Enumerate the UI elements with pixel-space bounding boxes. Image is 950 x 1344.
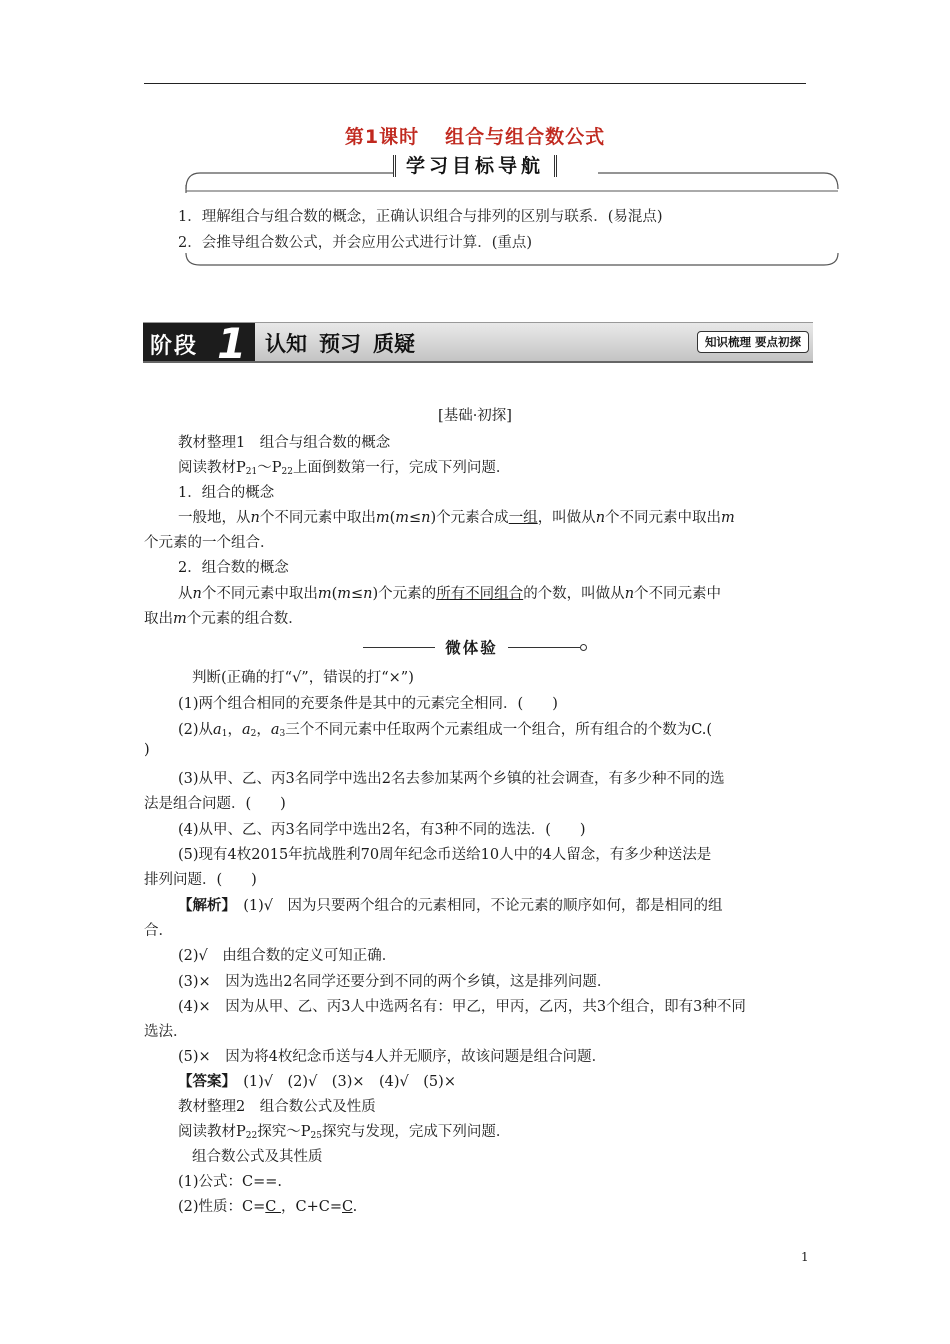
question-1: (1)两个组合相同的充要条件是其中的元素完全相同．( )	[178, 696, 558, 712]
micro-experience-heading: 微体验	[0, 636, 950, 658]
concept1-text-line2: 个元素的一个组合．	[144, 535, 275, 551]
analysis-label: 【解析】	[178, 897, 229, 914]
formula-subtitle: 组合数公式及其性质	[192, 1149, 323, 1165]
question-3-line1: (3)从甲、乙、丙3名同学中选出2名去参加某两个乡镇的社会调查，有多少种不同的选	[178, 771, 725, 787]
question-4: (4)从甲、乙、丙3名同学中选出2名，有3种不同的选法．( )	[178, 822, 586, 838]
analysis-1-line1: 【解析】 (1)√ 因为只要两个组合的元素相同，不论元素的顺序如何，都是相同的组	[178, 897, 723, 914]
answer-line: 【答案】 (1)√ (2)√ (3)× (4)√ (5)×	[178, 1073, 456, 1090]
analysis-2: (2)√ 由组合数的定义可知正确．	[178, 948, 397, 964]
property-line: (2)性质：C=C ，C+C=C.	[178, 1199, 358, 1215]
concept1-title: 1．组合的概念	[178, 485, 275, 501]
header-rule	[144, 83, 806, 84]
concept2-text-line2: 取出m个元素的组合数．	[144, 611, 303, 627]
learning-goals-heading: 学习目标导航	[0, 151, 950, 178]
analysis-4-line2: 选法．	[144, 1024, 188, 1040]
judge-prompt: 判断(正确的打“√”，错误的打“×”)	[192, 670, 414, 686]
concept1-text-line1: 一般地，从n个不同元素中取出m(m≤n)个元素合成一组，叫做从n个不同元素中取出m	[178, 510, 735, 526]
lesson-title	[0, 122, 950, 149]
stage-banner	[143, 319, 813, 368]
material1-heading: 教材整理1 组合与组合数的概念	[178, 435, 391, 451]
goal-item: 2．会推导组合数公式，并会应用公式进行计算．(重点)	[178, 235, 533, 251]
section-basic-label: [基础·初探]	[438, 408, 512, 424]
lesson-name: 组合与组合数公式	[445, 126, 606, 148]
analysis-1-line2: 合．	[144, 923, 173, 939]
stage-label	[143, 319, 255, 368]
question-3-line2: 法是组合问题．( )	[144, 796, 286, 812]
stage-title: 认知 预习 质疑	[265, 332, 415, 356]
question-2-line2: )	[144, 742, 150, 758]
concept2-text-line1: 从n个不同元素中取出m(m≤n)个元素的所有不同组合的个数，叫做从n个不同元素中	[178, 586, 722, 602]
lesson-number: 第1课时	[344, 126, 420, 148]
page-number: 1	[801, 1250, 809, 1264]
formula-line: (1)公式：C==.	[178, 1174, 283, 1190]
material1-reading: 阅读教材$P_{21}\sim P_{22}$上面倒数第一行，完成下列问题．	[178, 460, 511, 477]
analysis-5: (5)× 因为将4枚纪念币送与4人并无顺序，故该问题是组合问题．	[178, 1049, 607, 1065]
goal-item: 1．理解组合与组合数的概念，正确认识组合与排列的区别与联系．(易混点)	[178, 209, 663, 225]
question-5-line2: 排列问题．( )	[144, 872, 257, 888]
question-5-line1: (5)现有4枚2015年抗战胜利70周年纪念币送给10人中的4人留念，有多少种送法是	[178, 847, 712, 863]
material2-reading: 阅读教材$P_{22}$探究$\sim P_{25}$探究与发现，完成下列问题．	[178, 1124, 511, 1141]
analysis-4-line1: (4)× 因为从甲、乙、丙3人中选两名有：甲乙，甲丙，乙丙，共3个组合，即有3种不同	[178, 999, 746, 1015]
stage-word: 阶段	[150, 334, 199, 359]
concept2-title: 2．组合数的概念	[178, 560, 289, 576]
stage-badge: 知识梳理 要点初探	[697, 331, 809, 353]
material2-heading: 教材整理2 组合数公式及性质	[178, 1099, 376, 1115]
stage-number: 1	[217, 319, 247, 368]
question-2-line1: (2)从$a_1$，$a_2$，$a_3$三个不同元素中任取两个元素组成一个组合，所有组合的个数为C.(	[178, 722, 713, 739]
answer-label: 【答案】	[178, 1073, 229, 1090]
analysis-3: (3)× 因为选出2名同学还要分到不同的两个乡镇，这是排列问题．	[178, 974, 612, 990]
